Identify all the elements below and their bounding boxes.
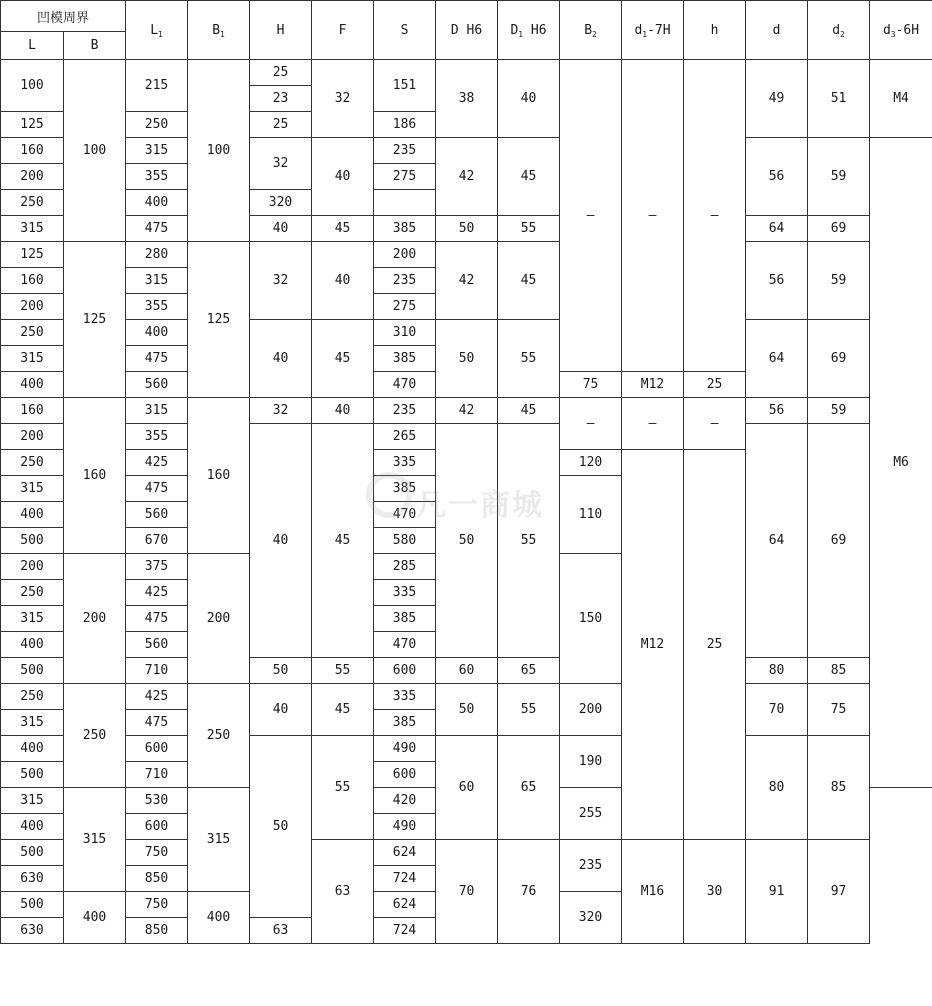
cell-F: 45 <box>312 684 374 736</box>
cell-S: 490 <box>374 814 436 840</box>
cell-B: 200 <box>64 554 126 684</box>
table-row <box>1 684 932 710</box>
cell-S: 320 <box>250 190 312 216</box>
cell-L: 400 <box>1 632 64 658</box>
cell-H: 40 <box>250 216 312 242</box>
cell-d2: 69 <box>808 320 870 398</box>
cell-L1: 425 <box>126 450 188 476</box>
table-row <box>1 398 932 424</box>
cell-D: 70 <box>436 840 498 944</box>
cell-L1: 750 <box>126 840 188 866</box>
cell-d: 91 <box>746 840 808 944</box>
cell-L: 400 <box>1 736 64 762</box>
cell-S: 600 <box>374 762 436 788</box>
cell-L: 500 <box>1 840 64 866</box>
cell-L1: 750 <box>126 892 188 918</box>
cell-D1: 55 <box>498 320 560 398</box>
cell-L1: 560 <box>126 632 188 658</box>
table-row <box>1 658 932 684</box>
cell-F: 32 <box>312 60 374 138</box>
header-d1: $d_1-7H$ <box>622 1 684 60</box>
cell-L: 315 <box>1 710 64 736</box>
cell-L: 500 <box>1 658 64 684</box>
header-B: B <box>64 32 126 60</box>
cell-B2: 110 <box>560 476 622 554</box>
cell-S: 385 <box>374 346 436 372</box>
cell-D1: 55 <box>498 684 560 736</box>
cell-B: 160 <box>64 398 126 554</box>
cell-H: 40 <box>250 320 312 398</box>
cell-L1: 850 <box>126 866 188 892</box>
cell-L1: 400 <box>126 190 188 216</box>
cell-L1: 355 <box>126 164 188 190</box>
cell-L: 500 <box>1 762 64 788</box>
cell-H: 23 <box>250 86 312 112</box>
cell-L: 315 <box>1 606 64 632</box>
cell-S: 335 <box>374 684 436 710</box>
cell-L: 250 <box>1 450 64 476</box>
cell-B1: 160 <box>188 398 250 554</box>
cell-B: 250 <box>64 684 126 788</box>
cell-B1: 250 <box>188 684 250 788</box>
cell-L: 630 <box>1 918 64 944</box>
table-row <box>1 60 932 86</box>
cell-B2: — <box>560 60 622 372</box>
cell-L1: 475 <box>126 216 188 242</box>
cell-L: 400 <box>1 372 64 398</box>
cell-d2: 69 <box>808 216 870 242</box>
cell-L1: 355 <box>126 294 188 320</box>
cell-S: 335 <box>374 450 436 476</box>
cell-L1: 315 <box>126 398 188 424</box>
cell-D1: 45 <box>498 138 560 216</box>
cell-H: 50 <box>250 736 312 918</box>
cell-d1: — <box>622 398 684 450</box>
cell-B: 400 <box>64 892 126 944</box>
cell-B: 125 <box>64 242 126 398</box>
cell-S: 624 <box>374 840 436 866</box>
cell-d3: M4 <box>870 60 932 138</box>
cell-L: 250 <box>1 684 64 710</box>
cell-L: 315 <box>1 216 64 242</box>
cell-H: 32 <box>250 138 312 190</box>
header-B1: $B_1$ <box>188 1 250 60</box>
cell-L: 100 <box>1 60 64 112</box>
cell-L: 500 <box>1 528 64 554</box>
cell-S: 265 <box>374 424 436 450</box>
cell-B: 100 <box>64 60 126 242</box>
cell-S: 275 <box>374 164 436 190</box>
cell-d: 49 <box>746 60 808 138</box>
cell-S: 470 <box>374 502 436 528</box>
cell-d2: 85 <box>808 736 870 840</box>
cell-h: 25 <box>684 372 746 398</box>
table-row <box>1 242 932 268</box>
cell-L: 315 <box>1 346 64 372</box>
cell-d2: 97 <box>808 840 870 944</box>
cell-S: 200 <box>374 242 436 268</box>
cell-B2: 120 <box>560 450 622 476</box>
cell-L: 160 <box>1 398 64 424</box>
cell-h: 30 <box>684 840 746 944</box>
cell-h: 25 <box>684 450 746 840</box>
cell-S: 310 <box>374 320 436 346</box>
cell-L: 400 <box>1 814 64 840</box>
cell-L: 250 <box>1 190 64 216</box>
cell-D1: 55 <box>498 424 560 658</box>
cell-B1: 400 <box>188 892 250 944</box>
cell-L1: 670 <box>126 528 188 554</box>
header-D1: $D_1$ H6 <box>498 1 560 60</box>
header-F: F <box>312 1 374 60</box>
cell-d1: M12 <box>622 372 684 398</box>
cell-D: 50 <box>436 424 498 658</box>
header-H: H <box>250 1 312 60</box>
cell-L: 200 <box>1 164 64 190</box>
cell-L1: 315 <box>126 138 188 164</box>
cell-H: 40 <box>250 684 312 736</box>
cell-h: — <box>684 398 746 450</box>
cell-H: 25 <box>250 60 312 86</box>
cell-F: 45 <box>312 320 374 398</box>
header-B2: $B_2$ <box>560 1 622 60</box>
cell-S: 235 <box>374 398 436 424</box>
table-row <box>1 840 932 866</box>
header-h: h <box>684 1 746 60</box>
cell-B2: 190 <box>560 736 622 788</box>
cell-S: 580 <box>374 528 436 554</box>
cell-D: 42 <box>436 138 498 216</box>
header-d3: $d_3-6H$ <box>870 1 932 60</box>
cell-d: 70 <box>746 684 808 736</box>
cell-d2: 59 <box>808 242 870 320</box>
cell-d: 64 <box>746 424 808 658</box>
cell-F: 55 <box>312 736 374 840</box>
cell-d: 80 <box>746 736 808 840</box>
cell-D1: 76 <box>498 840 560 944</box>
cell-D: 60 <box>436 658 498 684</box>
cell-S: 490 <box>374 736 436 762</box>
cell-d2: 75 <box>808 684 870 736</box>
cell-B1: 200 <box>188 554 250 684</box>
cell-S: 420 <box>374 788 436 814</box>
cell-S: 285 <box>374 554 436 580</box>
cell-F: 45 <box>312 424 374 658</box>
cell-S: 385 <box>374 476 436 502</box>
cell-L1: 215 <box>126 60 188 112</box>
cell-d: 80 <box>746 658 808 684</box>
cell-L1: 315 <box>126 268 188 294</box>
cell-d: 56 <box>746 242 808 320</box>
cell-B2: 320 <box>560 892 622 944</box>
cell-L: 315 <box>1 788 64 814</box>
header-L1: $L_1$ <box>126 1 188 60</box>
cell-d2: 85 <box>808 658 870 684</box>
header-d2: $d_2$ <box>808 1 870 60</box>
cell-H: 63 <box>250 918 312 944</box>
cell-F: 40 <box>312 398 374 424</box>
cell-D: 50 <box>436 216 498 242</box>
cell-S: 724 <box>374 866 436 892</box>
cell-S: 470 <box>374 632 436 658</box>
cell-S: 385 <box>374 710 436 736</box>
header-L: L <box>1 32 64 60</box>
cell-L: 200 <box>1 424 64 450</box>
cell-D1: 65 <box>498 658 560 684</box>
cell-D: 60 <box>436 736 498 840</box>
cell-B1: 315 <box>188 788 250 892</box>
cell-F: 40 <box>312 138 374 216</box>
header-die-perimeter: 凹模周界 <box>1 1 126 32</box>
header-S: S <box>374 1 436 60</box>
cell-B2: 75 <box>560 372 622 398</box>
cell-d1: M12 <box>622 450 684 840</box>
table-row <box>1 138 932 164</box>
cell-d3: M6 <box>870 138 932 788</box>
cell-L: 160 <box>1 138 64 164</box>
cell-L1: 425 <box>126 580 188 606</box>
cell-L1: 475 <box>126 476 188 502</box>
cell-D1: 40 <box>498 60 560 138</box>
cell-B1: 100 <box>188 60 250 242</box>
cell-d2: 51 <box>808 60 870 138</box>
table-row <box>1 424 932 450</box>
cell-S: 724 <box>374 918 436 944</box>
cell-S: 275 <box>374 294 436 320</box>
cell-S: 151 <box>374 60 436 112</box>
cell-L1: 560 <box>126 502 188 528</box>
cell-D1: 55 <box>498 216 560 242</box>
cell-D: 50 <box>436 684 498 736</box>
cell-L: 500 <box>1 892 64 918</box>
cell-B: 315 <box>64 788 126 892</box>
cell-d: 56 <box>746 138 808 216</box>
cell-L: 160 <box>1 268 64 294</box>
cell-L: 315 <box>1 476 64 502</box>
cell-L1: 250 <box>126 112 188 138</box>
cell-H: 25 <box>250 112 312 138</box>
cell-L: 250 <box>1 580 64 606</box>
cell-L: 630 <box>1 866 64 892</box>
cell-F: 63 <box>312 840 374 944</box>
cell-H: 50 <box>250 658 312 684</box>
table-row <box>1 216 932 242</box>
cell-S: 335 <box>374 580 436 606</box>
cell-L1: 475 <box>126 606 188 632</box>
cell-S: 385 <box>374 216 436 242</box>
cell-L1: 355 <box>126 424 188 450</box>
cell-d2: 59 <box>808 398 870 424</box>
cell-S: 186 <box>374 112 436 138</box>
cell-H: 32 <box>250 398 312 424</box>
cell-S: 624 <box>374 892 436 918</box>
cell-L1: 600 <box>126 814 188 840</box>
header-D: D H6 <box>436 1 498 60</box>
cell-F: 55 <box>312 658 374 684</box>
cell-L1: 375 <box>126 554 188 580</box>
cell-B2: 255 <box>560 788 622 840</box>
cell-D: 42 <box>436 242 498 320</box>
cell-L1: 710 <box>126 658 188 684</box>
cell-L1: 710 <box>126 762 188 788</box>
table-row <box>1 320 932 346</box>
cell-B2: 200 <box>560 684 622 736</box>
header-d: d <box>746 1 808 60</box>
cell-d2: 69 <box>808 424 870 658</box>
cell-d1: — <box>622 60 684 372</box>
cell-B1: 125 <box>188 242 250 398</box>
cell-L: 125 <box>1 242 64 268</box>
cell-d: 56 <box>746 398 808 424</box>
cell-H: 40 <box>250 424 312 658</box>
cell-D: 38 <box>436 60 498 138</box>
cell-d: 64 <box>746 320 808 398</box>
cell-F: 45 <box>312 216 374 242</box>
cell-L: 125 <box>1 112 64 138</box>
cell-L1: 850 <box>126 918 188 944</box>
cell-L1: 475 <box>126 710 188 736</box>
table-row <box>1 736 932 762</box>
cell-L1: 280 <box>126 242 188 268</box>
cell-S: 235 <box>374 268 436 294</box>
cell-L1: 530 <box>126 788 188 814</box>
cell-L: 250 <box>1 320 64 346</box>
cell-L: 200 <box>1 554 64 580</box>
cell-B2: 235 <box>560 840 622 892</box>
cell-S: 235 <box>374 138 436 164</box>
header-row <box>1 1 932 32</box>
cell-L1: 400 <box>126 320 188 346</box>
cell-L1: 475 <box>126 346 188 372</box>
cell-D1: 65 <box>498 736 560 840</box>
cell-D1: 45 <box>498 242 560 320</box>
cell-F: 40 <box>312 242 374 320</box>
cell-L: 200 <box>1 294 64 320</box>
cell-L1: 560 <box>126 372 188 398</box>
cell-D: 50 <box>436 320 498 398</box>
cell-d2: 59 <box>808 138 870 216</box>
cell-B2: — <box>560 398 622 450</box>
watermark-text: 凡一商城 <box>416 488 544 523</box>
cell-d: 64 <box>746 216 808 242</box>
cell-L1: 425 <box>126 684 188 710</box>
cell-S: 470 <box>374 372 436 398</box>
cell-D: 42 <box>436 398 498 424</box>
cell-L: 400 <box>1 502 64 528</box>
cell-S: 600 <box>374 658 436 684</box>
cell-H: 32 <box>250 242 312 320</box>
cell-L1: 600 <box>126 736 188 762</box>
cell-B2: 150 <box>560 554 622 684</box>
cell-d1: M16 <box>622 840 684 944</box>
cell-D1: 45 <box>498 398 560 424</box>
cell-h: — <box>684 60 746 372</box>
cell-S: 385 <box>374 606 436 632</box>
